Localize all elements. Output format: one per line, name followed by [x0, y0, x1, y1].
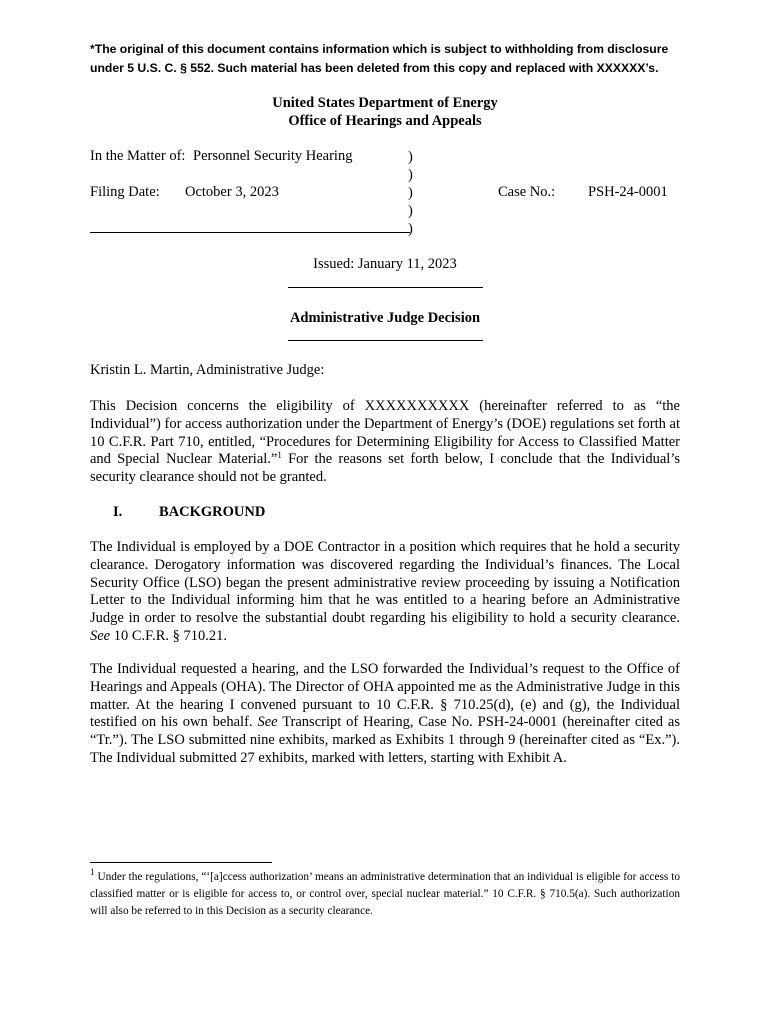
caption-underline — [90, 232, 410, 233]
footnote — [90, 869, 680, 920]
judge-line: Kristin L. Martin, Administrative Judge: — [90, 362, 325, 378]
case-caption — [90, 148, 680, 238]
filing-date-label: Filing Date: — [90, 184, 160, 200]
divider-line — [288, 287, 483, 288]
background-paragraph-2 — [90, 661, 680, 768]
divider-line — [288, 340, 483, 341]
decision-title: Administrative Judge Decision — [289, 310, 481, 326]
citation: 10 C.F.R. § 710.21. — [110, 627, 227, 644]
footnote-ref: 1 — [277, 450, 282, 461]
caption-paren: ) — [408, 167, 413, 183]
case-number-label: Case No.: — [498, 184, 556, 200]
filing-date-value: October 3, 2023 — [185, 184, 279, 200]
intro-text: This Decision concerns the eligibility of XXXXXXXXXX (hereinafter referred to as “the Individual”) for access authorization under the Department of Energy’s (DOE) regulations set forth at 10 C.F.R. Part 710, entitled, “Procedures for Determining Eligibility for Access to Classified Matter and Special Nuclear Material.” — [90, 398, 680, 468]
footnote-number: 1 — [90, 867, 95, 877]
paragraph-text: The Individual is employed by a DOE Contractor in a position which requires that he hold a security clearance. Derogatory information was discovered regarding the Individual’s finances. The Local Security Office (LSO) began the present administrative review proceeding by issuing a Notification Letter to the Individual informing him that he was entitled to a hearing before an Administrative Judge in order to resolve the substantial doubt regarding his eligibility to hold a security clearance. — [90, 539, 680, 627]
caption-paren: ) — [408, 221, 413, 237]
office-name: Office of Hearings and Appeals — [288, 113, 482, 129]
matter-value: Personnel Security Hearing — [193, 148, 353, 164]
caption-paren: ) — [408, 203, 413, 219]
withholding-notice: *The original of this document contains information which is subject to withholding from disclosure under 5 U.S. C. § 552. Such material has been deleted from this copy and replaced with XXXXXX’s. — [90, 42, 669, 75]
agency-name: United States Department of Energy — [272, 95, 498, 111]
caption-paren: ) — [408, 149, 413, 165]
section-title: BACKGROUND — [159, 504, 266, 520]
see-signal: See — [257, 714, 278, 731]
footnote-separator — [90, 862, 272, 863]
case-number-value: PSH-24-0001 — [588, 184, 668, 200]
section-number: I. — [113, 504, 123, 520]
intro-text-continued: For the reasons set forth below, I conclude that the Individual’s security clearance should not be granted. — [90, 451, 680, 486]
issued-date: Issued: January 11, 2023 — [313, 256, 457, 272]
background-paragraph-1 — [90, 539, 680, 646]
see-signal: See — [90, 627, 111, 644]
footnote-text: Under the regulations, “‘[a]ccess authorization’ means an administrative determination that an individual is eligible for access to classified matter or is eligible for access to, or control over, special nuclear material.” 10 C.F.R. § 710.5(a). Such authorization will also be referred to in this Decision as a security clearance. — [90, 871, 680, 917]
paragraph-text-continued: Transcript of Hearing, Case No. PSH-24-0001 (hereinafter cited as “Tr.”). The LSO submitted nine exhibits, marked as Exhibits 1 through 9 (hereinafter cited as “Ex.”). The Individual submitted 27 exhibits, marked with letters, starting with Exhibit A. — [90, 714, 680, 766]
paragraph-text: The Individual requested a hearing, and the LSO forwarded the Individual’s request to the Office of Hearings and Appeals (OHA). The Director of OHA appointed me as the Administrative Judge in this matter. At the hearing I convened pursuant to 10 C.F.R. § 710.25(d), (e) and (g), the Individual testified on his own behalf. — [90, 661, 680, 731]
matter-label: In the Matter of: — [90, 148, 186, 164]
caption-paren: ) — [408, 185, 413, 201]
intro-paragraph — [90, 398, 680, 487]
